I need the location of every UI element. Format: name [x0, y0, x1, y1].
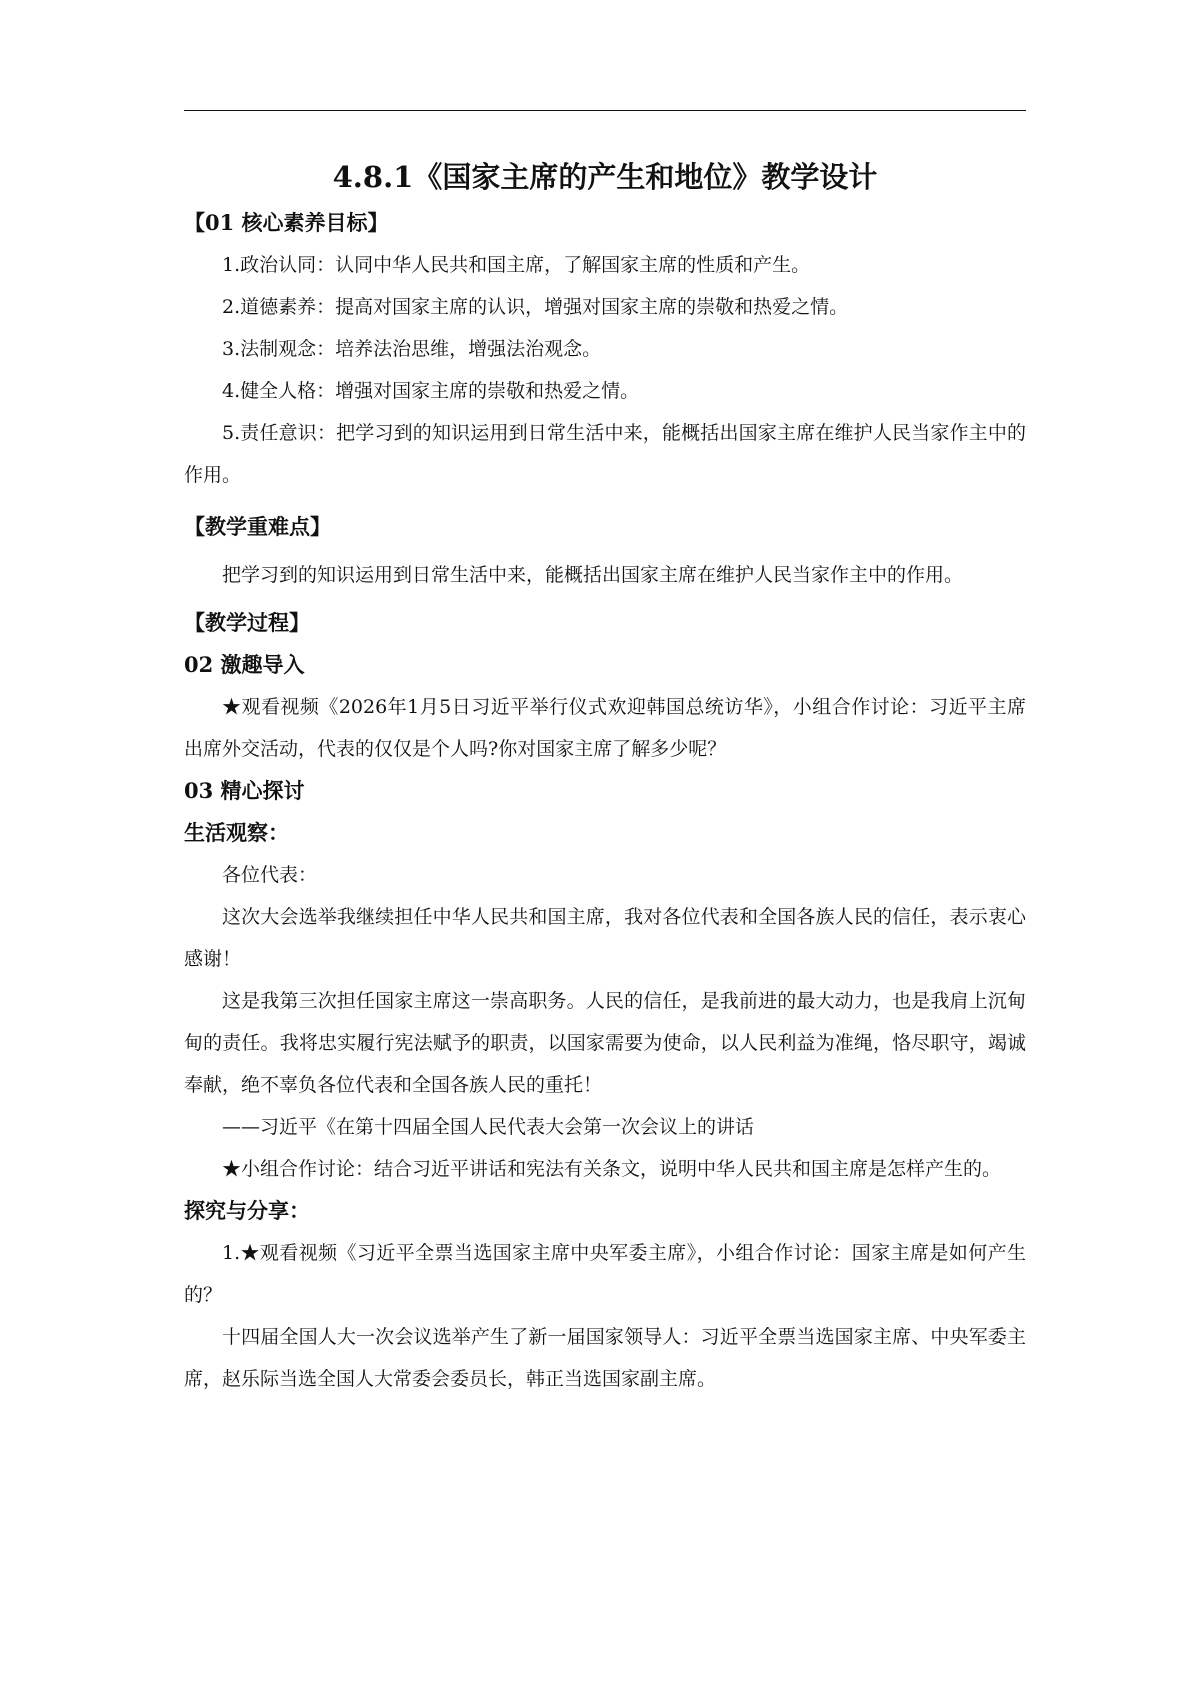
share-item: 十四届全国人大一次会议选举产生了新一届国家领导人：习近平全票当选国家主席、中央军委主席，赵乐际当选全国人大常委会委员长，韩正当选国家副主席。	[184, 1326, 1026, 1390]
speech-paragraph: 各位代表：	[222, 864, 318, 886]
share-heading: 探究与分享：	[184, 1198, 310, 1223]
speech-source: ——习近平《在第十四届全国人民代表大会第一次会议上的讲话	[222, 1116, 755, 1138]
intro-heading: 02 激趣导入	[184, 652, 305, 677]
key-points-text: 把学习到的知识运用到日常生活中来，能概括出国家主席在维护人民当家作主中的作用。	[222, 564, 964, 586]
goal-item: 5.责任意识：把学习到的知识运用到日常生活中来，能概括出国家主席在维护人民当家作主中的作用。	[184, 422, 1026, 486]
speech-paragraph: 这次大会选举我继续担任中华人民共和国主席，我对各位代表和全国各族人民的信任，表示衷心感谢！	[184, 906, 1026, 970]
goal-item: 3.法制观念：培养法治思维，增强法治观念。	[222, 338, 602, 360]
goal-item: 2.道德素养：提高对国家主席的认识，增强对国家主席的崇敬和热爱之情。	[222, 296, 849, 318]
share-item: 1.★观看视频《习近平全票当选国家主席中央军委主席》，小组合作讨论：国家主席是如何产生的？	[184, 1242, 1026, 1306]
header-rule	[184, 110, 1026, 111]
observe-heading: 生活观察：	[184, 820, 289, 845]
goals-heading: 【01 核心素养目标】	[184, 210, 389, 235]
goal-item: 4.健全人格：增强对国家主席的崇敬和热爱之情。	[222, 380, 640, 402]
intro-text: ★观看视频《2026年1月5日习近平举行仪式欢迎韩国总统访华》，小组合作讨论：习近平主席出席外交活动，代表的仅仅是个人吗?你对国家主席了解多少呢？	[184, 696, 1026, 760]
discussion-text: ★小组合作讨论：结合习近平讲话和宪法有关条文，说明中华人民共和国主席是怎样产生的。	[222, 1158, 1002, 1180]
document-title: 4.8.1《国家主席的产生和地位》教学设计	[332, 160, 878, 194]
explore-heading: 03 精心探讨	[184, 778, 305, 803]
speech-paragraph: 这是我第三次担任国家主席这一崇高职务。人民的信任，是我前进的最大动力，也是我肩上沉甸甸的责任。我将忠实履行宪法赋予的职责，以国家需要为使命，以人民利益为准绳，恪尽职守，竭诚奉献，绝不辜负各位代表和全国各族人民的重托！	[184, 990, 1026, 1096]
document-body	[184, 152, 1026, 1400]
key-points-heading: 【教学重难点】	[184, 514, 331, 539]
goal-item: 1.政治认同：认同中华人民共和国主席，了解国家主席的性质和产生。	[222, 254, 811, 276]
process-heading: 【教学过程】	[184, 610, 310, 635]
